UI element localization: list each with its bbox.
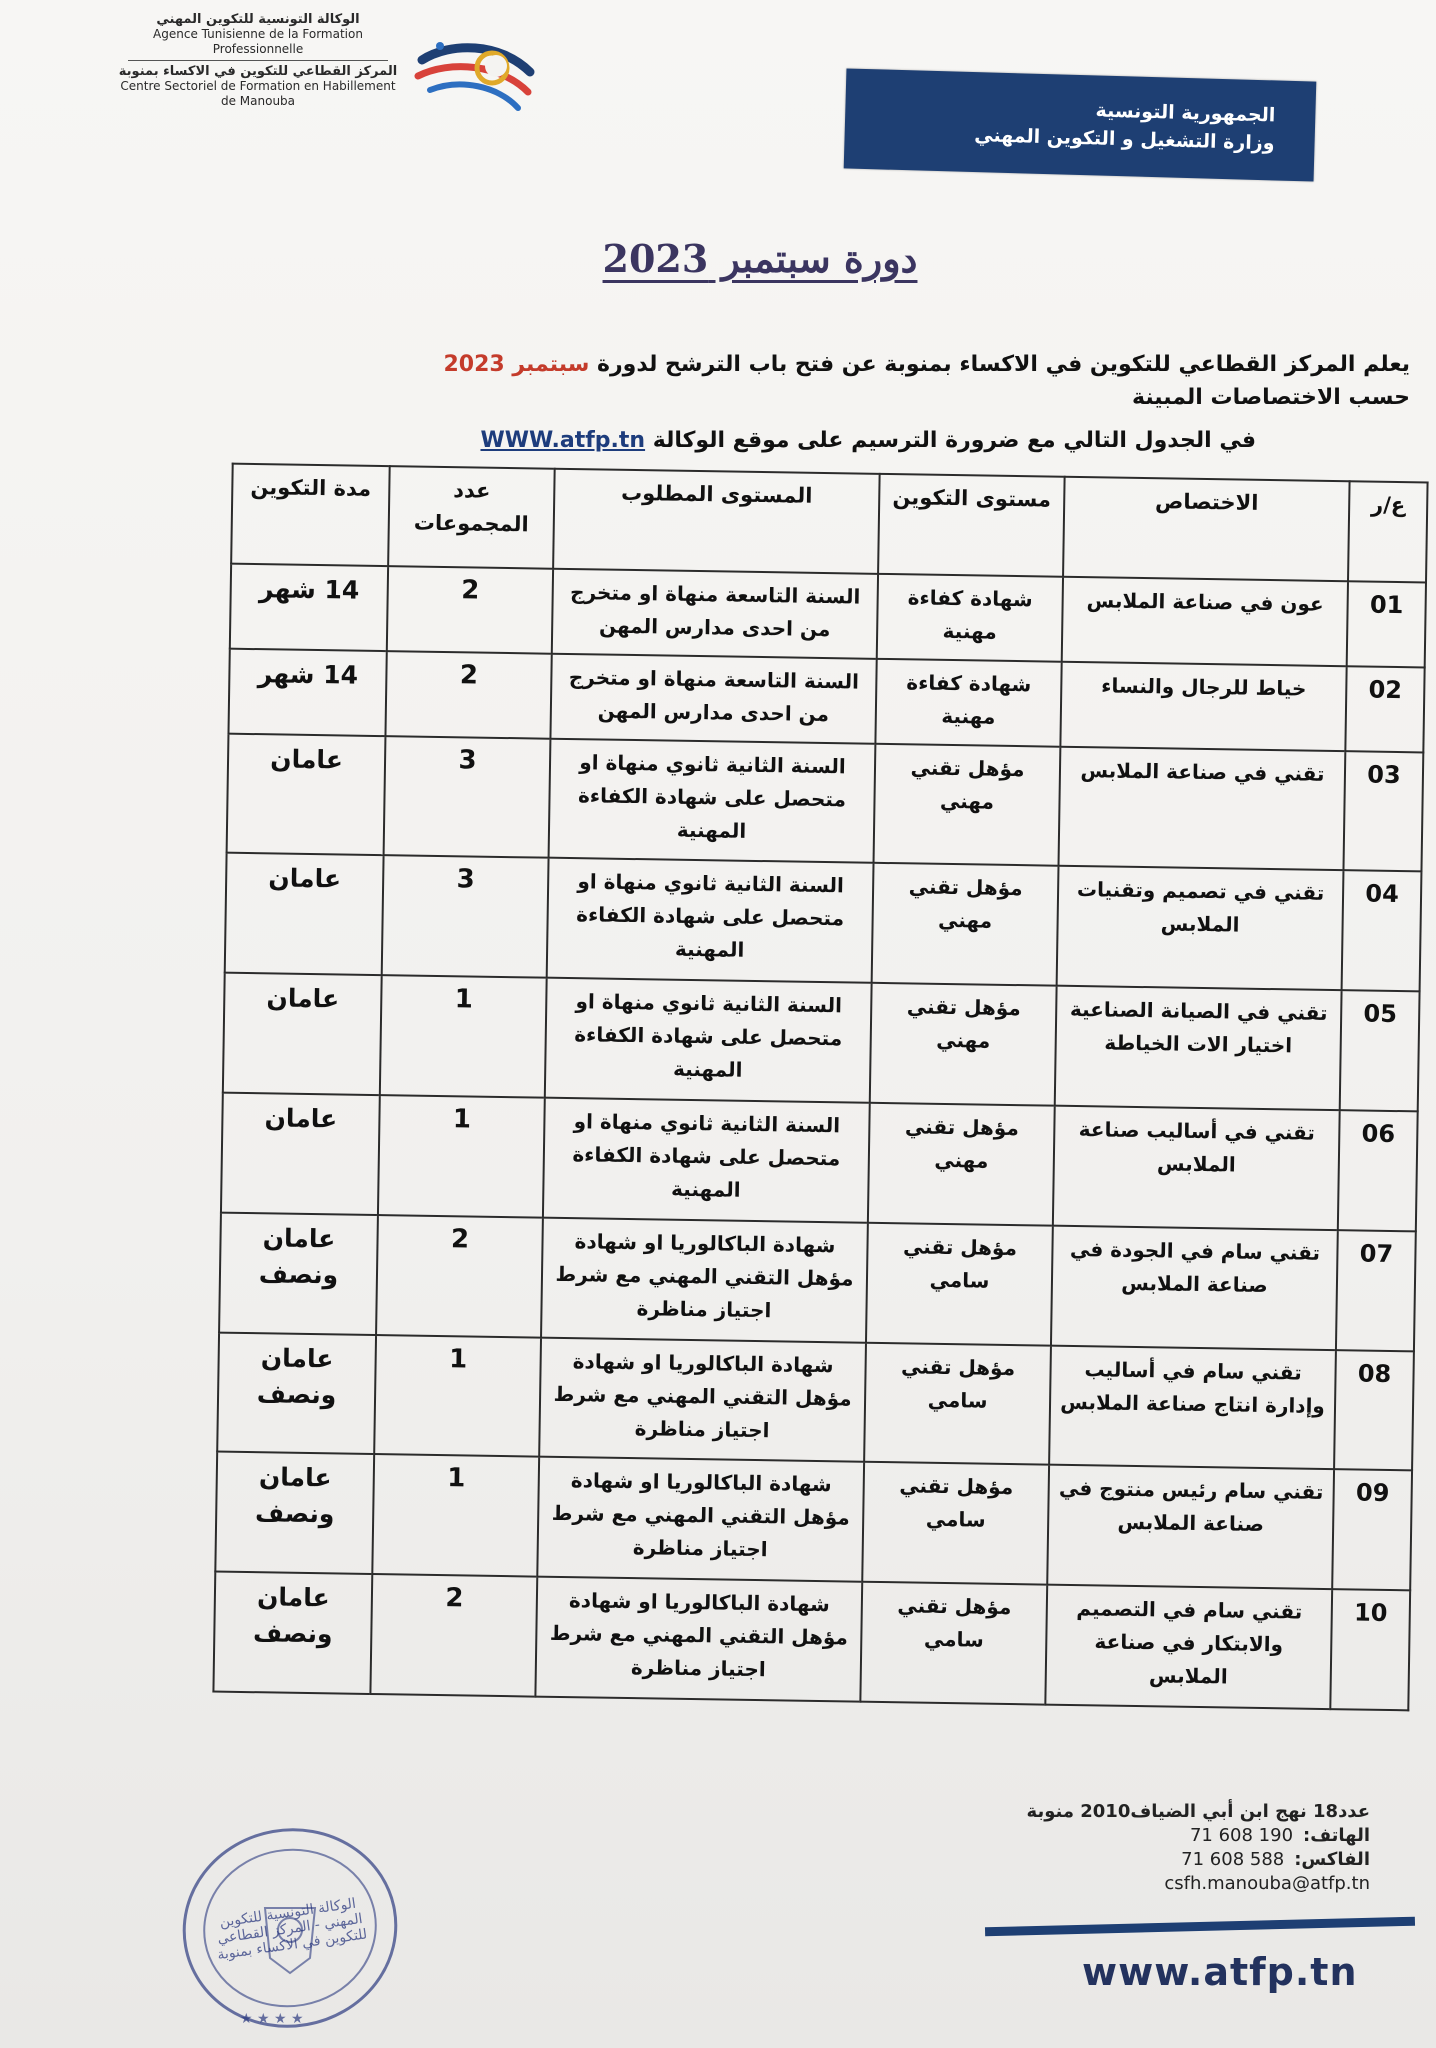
cell-level: مؤهل تقني سامي [866,1223,1053,1346]
cell-required: السنة الثانية ثانوي منهاة او متحصل على شهادة الكفاءة المهنية [543,1098,870,1223]
cell-specialty: تقني سام في الجودة في صناعة الملابس [1051,1225,1338,1349]
cell-required: السنة الثانية ثانوي منهاة او متحصل على شهادة الكفاءة المهنية [547,858,874,983]
header-level: مستوى التكوين [878,474,1065,577]
cell-duration: 14 شهر [230,564,388,651]
cell-required: شهادة الباكالوريا او شهادة مؤهل التقني المهني مع شرط اجتياز مناظرة [535,1577,862,1702]
table-row [221,1093,1418,1232]
cell-required: السنة التاسعة منهاة او متخرج من احدى مدارس المهن [552,569,878,659]
cell-groups: 1 [380,975,547,1097]
cell-level: مؤهل تقني مهني [874,743,1061,866]
cell-specialty: عون في صناعة الملابس [1062,577,1348,666]
cell-num: 01 [1347,581,1426,667]
cell-groups: 2 [376,1215,543,1337]
intro-text-1: يعلم المركز القطاعي للتكوين في الاكساء بمنوبة عن فتح باب الترشح لدورة [597,352,1410,377]
cell-duration: عامان ونصف [215,1452,374,1574]
cell-num: 09 [1332,1469,1412,1590]
cell-duration: عامان ونصف [217,1332,376,1454]
cell-specialty: تقني في الصيانة الصناعية اختيار الات الخياطة [1055,986,1342,1110]
intro-line3 [480,428,1256,453]
agency-logo-icon [410,20,550,130]
table-row [213,1572,1410,1711]
cell-duration: عامان ونصف [219,1212,378,1334]
svg-text:★ ★ ★ ★: ★ ★ ★ ★ [240,2011,304,2027]
cell-groups: 2 [370,1574,537,1696]
table-header-row [231,464,1427,583]
intro-line1 [443,352,1410,377]
intro-highlight: سبتمبر 2023 [443,352,590,377]
cell-required: شهادة الباكالوريا او شهادة مؤهل التقني المهني مع شرط اجتياز مناظرة [539,1337,866,1462]
cell-num: 03 [1343,751,1423,872]
header-required: المستوى المطلوب [553,469,880,574]
cell-level: شهادة كفاءة مهنية [875,659,1061,747]
cell-required: شهادة الباكالوريا او شهادة مؤهل التقني المهني مع شرط اجتياز مناظرة [541,1217,868,1342]
fax-label: الفاكس: [1294,1849,1370,1870]
ministry-line1: الجمهورية التونسية [1095,99,1276,127]
cell-specialty: تقني في أساليب صناعة الملابس [1053,1106,1340,1230]
session-title: دورة سبتمبر 2023 [602,236,918,281]
agency-name-ar: الوكالة التونسية للتكوين المهني [156,12,360,27]
footer-email[interactable]: csfh.manouba@atfp.tn [1164,1873,1370,1894]
cell-num: 08 [1334,1350,1414,1471]
center-name-ar: المركز القطاعي للتكوين في الاكساء بمنوبة [118,64,398,79]
agency-header [118,12,398,109]
cell-duration: 14 شهر [228,648,386,735]
cell-duration: عامان [225,853,384,975]
header-num: ع/ر [1348,481,1428,582]
cell-num: 07 [1336,1230,1416,1351]
cell-num: 06 [1338,1110,1418,1231]
footer-divider [985,1917,1415,1937]
cell-level: مؤهل تقني سامي [862,1462,1049,1585]
cell-specialty: تقني سام رئيس منتوج في صناعة الملابس [1047,1465,1334,1589]
phone-label: الهاتف: [1303,1825,1370,1846]
cell-level: مؤهل تقني مهني [872,863,1059,986]
cell-duration: عامان [221,1093,380,1215]
phone-number: 71 608 190 [1189,1825,1294,1846]
cell-duration: عامان [227,733,386,855]
cell-specialty: تقني في تصميم وتقنيات الملابس [1057,866,1344,990]
courses-table-wrapper [222,472,1417,1702]
table-row [215,1452,1412,1591]
cell-specialty: تقني سام في أساليب وإدارة انتاج صناعة الملابس [1049,1345,1336,1469]
header-specialty: الاختصاص [1063,477,1350,581]
cell-num: 10 [1330,1589,1410,1710]
header-duration: مدة التكوين [231,464,390,566]
courses-table [212,463,1428,1712]
intro-text-3: في الجدول التالي مع ضرورة الترسيم على موقع الوكالة [652,428,1256,453]
fax-number: 71 608 588 [1181,1849,1285,1870]
stamp-text: الوكالة التونسية للتكوين المهني - المركز القطاعي للتكوين في الاكساء بمنوبة [216,1895,369,1964]
cell-groups: 2 [387,566,553,653]
cell-groups: 1 [378,1095,545,1217]
footer-website[interactable]: www.atfp.tn [1082,1950,1358,1994]
footer-fax-row [1010,1848,1370,1872]
cell-required: شهادة الباكالوريا او شهادة مؤهل التقني المهني مع شرط اجتياز مناظرة [537,1457,864,1582]
cell-required: السنة التاسعة منهاة او متخرج من احدى مدارس المهن [550,654,876,744]
cell-specialty: خياط للرجال والنساء [1060,662,1346,751]
header-groups: عدد المجموعات [388,466,555,569]
table-row [223,973,1420,1112]
table-row [219,1212,1416,1351]
cell-num: 05 [1340,990,1420,1111]
cell-num: 02 [1345,666,1424,752]
center-name-fr: Centre Sectoriel de Formation en Habillement de Manouba [120,79,396,108]
cell-required: السنة الثانية ثانوي منهاة او متحصل على شهادة الكفاءة المهنية [549,738,876,863]
cell-groups: 2 [385,651,551,738]
table-row [227,733,1424,872]
intro-text-2: حسب الاختصاصات المبينة [1131,385,1410,410]
cell-level: مؤهل تقني سامي [864,1342,1051,1465]
cell-duration: عامان ونصف [213,1572,372,1694]
cell-groups: 1 [372,1454,539,1576]
footer-phone-row [1010,1824,1370,1848]
footer-address-line: عدد18 نهج ابن أبي الضياف2010 منوبة [1026,1801,1370,1822]
cell-groups: 3 [382,855,549,977]
cell-level: مؤهل تقني سامي [860,1582,1047,1705]
cell-required: السنة الثانية ثانوي منهاة او متحصل على شهادة الكفاءة المهنية [545,978,872,1103]
cell-specialty: تقني سام في التصميم والابتكار في صناعة الملابس [1045,1585,1332,1709]
agency-divider [128,60,388,61]
agency-website-link[interactable]: WWW.atfp.tn [480,428,646,453]
table-row [225,853,1422,992]
cell-groups: 3 [384,736,551,858]
footer-contact [1010,1800,1370,1896]
cell-num: 04 [1342,871,1422,992]
cell-level: شهادة كفاءة مهنية [877,574,1063,662]
ministry-banner [844,68,1317,181]
ministry-line2: وزارة التشغيل و التكوين المهني [973,124,1275,155]
cell-duration: عامان [223,973,382,1095]
cell-specialty: تقني في صناعة الملابس [1058,746,1345,870]
table-row [217,1332,1414,1471]
agency-name-fr: Agence Tunisienne de la Formation Professionnelle [153,27,363,56]
cell-level: مؤهل تقني مهني [870,983,1057,1106]
intro-line2 [1132,385,1410,410]
cell-level: مؤهل تقني مهني [868,1103,1055,1226]
cell-groups: 1 [374,1335,541,1457]
